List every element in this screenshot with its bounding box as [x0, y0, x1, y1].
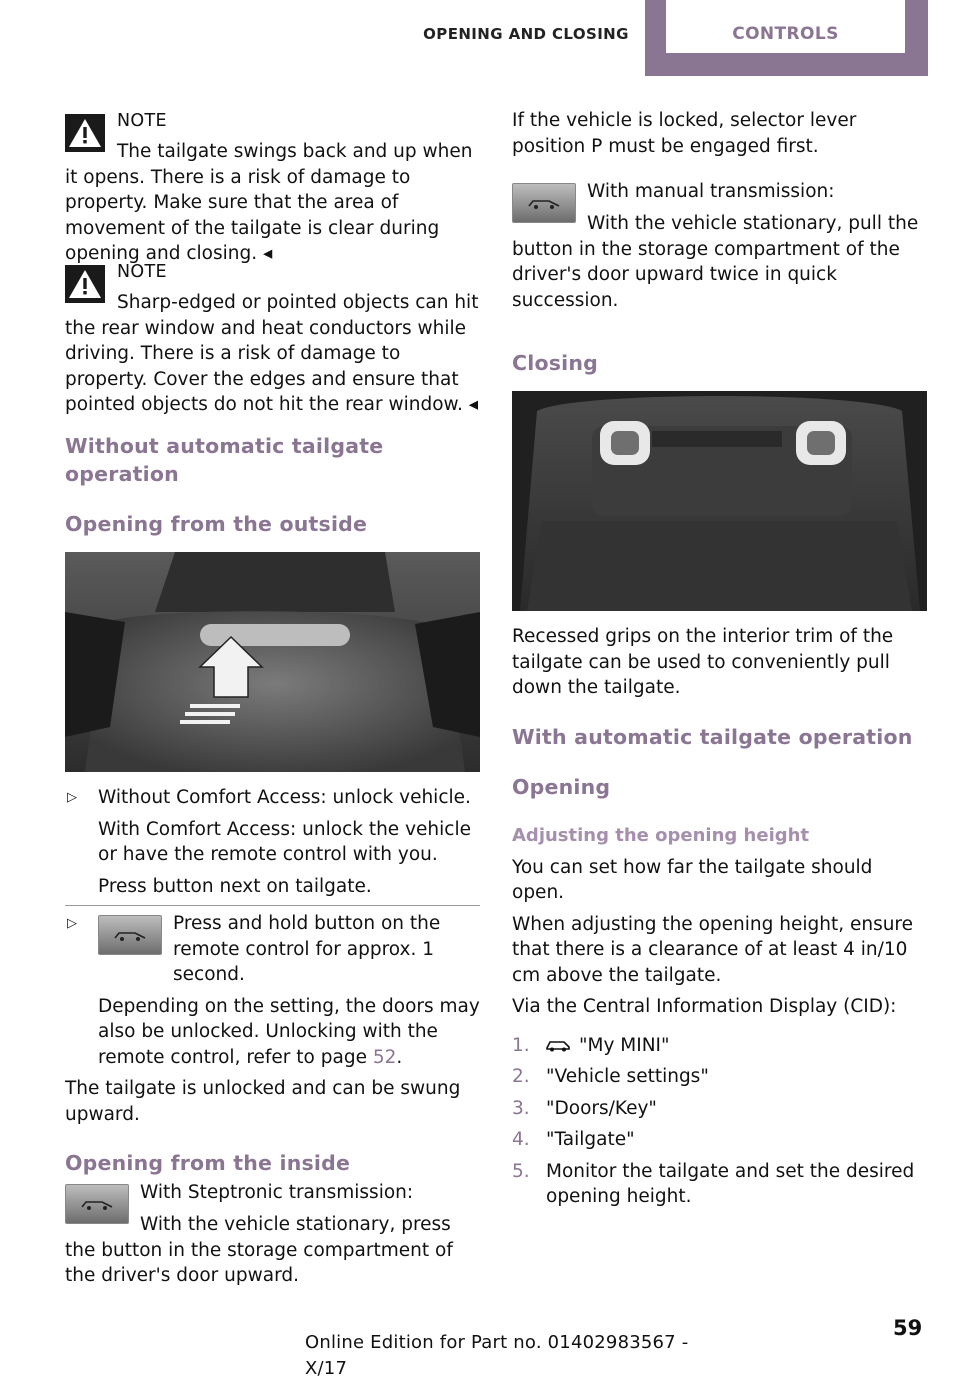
heading-opening-inside: Opening from the inside	[65, 1151, 351, 1175]
locked-text: If the vehicle is locked, selector lever position P must be engaged first.	[512, 110, 857, 157]
end-mark: ◂	[263, 243, 273, 264]
warning-triangle-icon	[65, 114, 105, 152]
note-text: The tailgate swings back and up when it opens. There is a risk of damage to property. Make sure that the area of movement of the tailgate is clear during opening and closing. ◂	[65, 141, 473, 264]
tailgate-inside-image	[512, 391, 927, 611]
end-mark: ◂	[468, 394, 479, 415]
heading-adjust-height: Adjusting the opening height	[512, 824, 810, 846]
list-item	[512, 1064, 930, 1090]
tailgate-button-icon	[98, 915, 162, 955]
heading-opening: Opening	[512, 774, 611, 799]
step-text: "Vehicle settings"	[546, 1066, 709, 1087]
heading-with-automatic: With automatic tailgate operation	[512, 724, 913, 749]
note-tailgate-swing	[65, 108, 480, 264]
page-link[interactable]: 52	[372, 1046, 397, 1068]
step-number: 3.	[512, 1097, 530, 1119]
list-item	[512, 1033, 930, 1059]
bullet-text: With Comfort Access: unlock the vehicle or have the remote control with you.	[98, 818, 471, 865]
header-chapter: CONTROLS	[666, 0, 905, 53]
step-text: "Doors/Key"	[546, 1097, 657, 1119]
heading-opening-outside: Opening from the outside	[65, 512, 368, 536]
bullet-marker: ▷	[67, 790, 77, 805]
step-text: "My MINI"	[579, 1034, 670, 1056]
step-number: 5.	[512, 1160, 530, 1182]
adjust-text: You can set how far the tailgate should open.	[512, 856, 873, 903]
list-item	[512, 1096, 930, 1122]
manual-title: With manual transmission:	[587, 181, 835, 202]
car-menu-icon	[546, 1038, 570, 1052]
closing-text: Recessed grips on the interior trim of the tailgate can be used to conveniently pull down the tailgate.	[512, 626, 894, 698]
list-item	[512, 1127, 930, 1153]
step-number: 1.	[512, 1034, 530, 1056]
list-item	[512, 1159, 930, 1210]
manual-text: With the vehicle stationary, pull the button in the storage compartment of the driver's door upward twice in quick succession.	[512, 213, 919, 311]
list-item	[65, 785, 480, 899]
step-number: 4.	[512, 1129, 530, 1150]
right-column	[512, 108, 930, 1216]
note-title: NOTE	[117, 262, 167, 282]
page-number: 59	[893, 1316, 923, 1340]
unlocked-text: The tailgate is unlocked and can be swung upward.	[65, 1078, 461, 1125]
footer-edition: Online Edition for Part no. 01402983567 - X/17	[305, 1332, 689, 1379]
warning-triangle-icon	[65, 265, 105, 303]
bullet-marker: ▷	[67, 916, 77, 931]
steptronic-text: With the vehicle stationary, press the button in the storage compartment of the driver's door upward.	[65, 1214, 453, 1286]
outside-bullet-list	[65, 785, 480, 1070]
steps-list	[512, 1033, 930, 1210]
step-text: Monitor the tailgate and set the desired opening height.	[546, 1160, 915, 1207]
bullet-text: Press button next on tailgate.	[98, 875, 372, 897]
bullet-text: Without Comfort Access: unlock vehicle.	[98, 787, 471, 808]
adjust-text: Via the Central Information Display (CID):	[512, 996, 897, 1017]
note-sharp-objects	[65, 259, 480, 419]
step-number: 2.	[512, 1066, 530, 1087]
heading-without-automatic: Without automatic tailgate operation	[65, 434, 384, 486]
steptronic-title: With Steptronic transmission:	[140, 1182, 414, 1203]
note-title: NOTE	[117, 111, 167, 131]
step-text: "Tailgate"	[546, 1129, 635, 1150]
list-item	[65, 911, 480, 1070]
tailgate-outside-image	[65, 552, 480, 772]
note-text: Sharp-edged or pointed objects can hit the rear window and heat conductors while driving. There is a risk of damage to property. Cover the edges and ensure that pointed objects do not hit the rear window. ◂	[65, 292, 479, 415]
header-chapter-tab	[645, 0, 928, 76]
heading-closing: Closing	[512, 351, 599, 375]
adjust-text: When adjusting the opening height, ensure that there is a clearance of at least 4 in/10 cm above the tailgate.	[512, 913, 914, 986]
left-column	[65, 108, 480, 1289]
header-section: OPENING AND CLOSING	[423, 25, 629, 43]
bullet-text: Press and hold button on the remote control for approx. 1 second.	[173, 913, 441, 985]
bullet-text: Depending on the setting, the doors may also be unlocked. Unlocking with the remote control, refer to page 52.	[98, 995, 480, 1068]
